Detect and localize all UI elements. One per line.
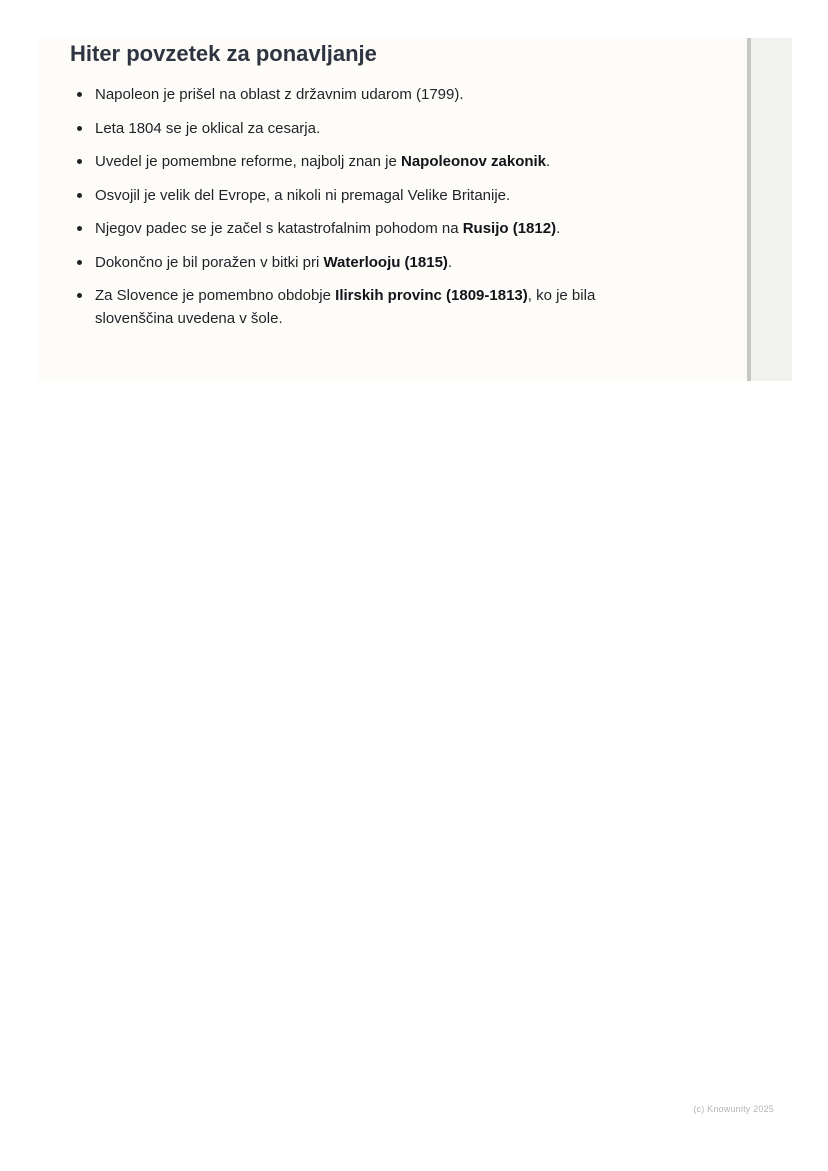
bullet-icon — [77, 293, 82, 298]
bullet-icon — [77, 126, 82, 131]
list-item-text: Osvojil je velik del Evrope, a nikoli ni premagal Velike Britanije. — [95, 186, 511, 204]
list-item-text: . — [556, 220, 561, 237]
list-item-bold-text: Waterlooju (1815) — [323, 253, 448, 271]
summary-list — [70, 83, 630, 341]
list-item — [70, 251, 630, 274]
list-item — [70, 150, 630, 173]
bullet-icon — [77, 260, 82, 265]
list-item-text: Leta 1804 se je oklical za cesarja. — [95, 119, 321, 137]
list-item-text: Dokončno je bil poražen v bitki pri — [95, 253, 324, 271]
list-item-text: , ko je bila slovenščina uvedena v šole. — [95, 287, 596, 327]
summary-box — [38, 38, 747, 381]
list-item-text: Uvedel je pomembne reforme, najbolj znan je — [95, 153, 401, 170]
list-item-text: . — [447, 253, 453, 271]
bullet-icon — [77, 159, 82, 164]
list-item-text: Napoleon je prišel na oblast z državnim udarom (1799). — [95, 86, 464, 103]
summary-title: Hiter povzetek za ponavljanje — [70, 41, 377, 66]
list-item-text: Za Slovence je pomembno obdobje — [95, 287, 336, 304]
bullet-icon — [77, 92, 82, 97]
side-rail — [747, 38, 792, 381]
list-item-bold-text: Napoleonov zakonik — [401, 153, 547, 170]
list-item-text: . — [546, 153, 551, 170]
list-item — [70, 83, 630, 106]
copyright-footer: (c) Knowunity 2025 — [693, 1104, 774, 1114]
bullet-icon — [77, 226, 82, 231]
list-item — [70, 184, 630, 207]
bullet-icon — [77, 193, 82, 198]
list-item — [70, 217, 630, 240]
list-item — [70, 284, 630, 330]
list-item-bold-text: Rusijo (1812) — [462, 220, 557, 237]
list-item-bold-text: Ilirskih provinc (1809-1813) — [335, 287, 528, 304]
list-item — [70, 117, 630, 140]
list-item-text: Njegov padec se je začel s katastrofalnim pohodom na — [95, 220, 463, 237]
